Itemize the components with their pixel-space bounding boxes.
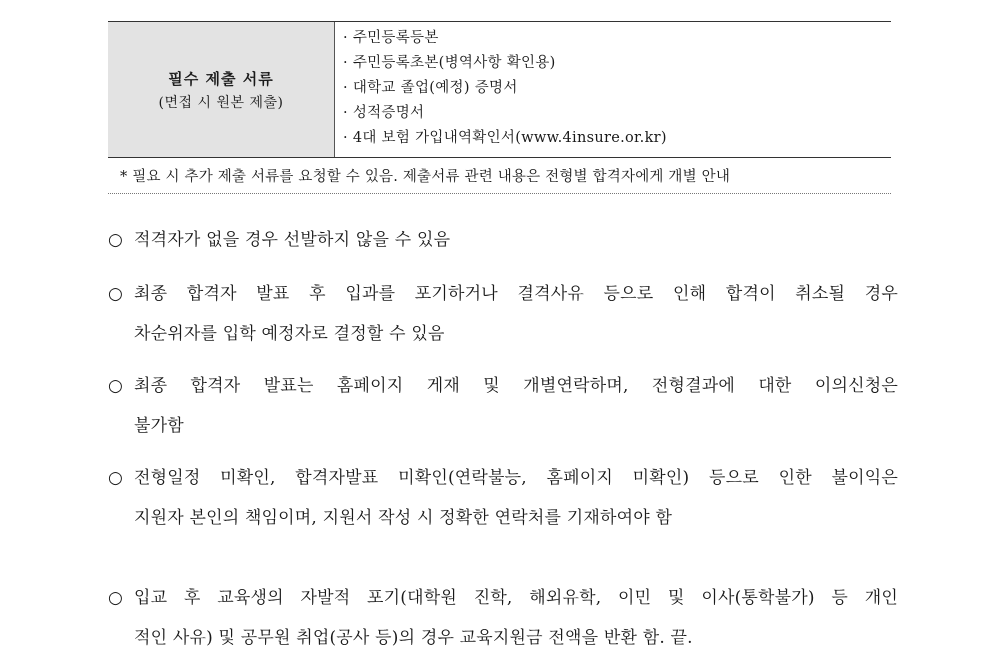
notice-text: 적격자가 없을 경우 선발하지 않을 수 있음 [134, 230, 451, 250]
document-item: · 대학교 졸업(예정) 증명서 [343, 80, 518, 96]
notice-item [108, 366, 898, 446]
document-item: · 주민등록등본 [343, 30, 439, 46]
required-documents-title: 필수 제출 서류 [168, 69, 274, 88]
notice-text-continued: 불가함 [134, 416, 184, 436]
circle-bullet-icon: ○ [108, 468, 124, 488]
circle-bullet-icon: ○ [108, 376, 124, 396]
document-item: · 주민등록초본(병역사항 확인용) [343, 55, 556, 71]
required-documents-table [108, 21, 891, 158]
notice-text-continued: 적인 사유) 및 공무원 취업(공사 등)의 경우 교육지원금 전액을 반환 함. 끝. [134, 628, 693, 648]
notice-item [108, 274, 898, 354]
notice-text: 최종 합격자 발표는 홈페이지 게재 및 개별연락하며, 전형결과에 대한 이의신청은 [134, 376, 898, 396]
required-documents-subtitle: (면접 시 원본 제출) [158, 94, 284, 111]
notice-item [108, 220, 898, 260]
notice-item [108, 578, 898, 658]
notice-text: 전형일정 미확인, 합격자발표 미확인(연락불능, 홈페이지 미확인) 등으로 인한 불이익은 [134, 468, 898, 488]
required-documents-label-cell [108, 22, 335, 157]
circle-bullet-icon: ○ [108, 230, 124, 250]
notice-text-continued: 차순위자를 입학 예정자로 결정할 수 있음 [134, 324, 445, 344]
notice-item [108, 458, 898, 538]
notice-text: 입교 후 교육생의 자발적 포기(대학원 진학, 해외유학, 이민 및 이사(통학불가) 등 개인 [134, 588, 898, 608]
document-item: · 성적증명서 [343, 105, 425, 121]
notice-text-continued: 지원자 본인의 책임이며, 지원서 작성 시 정확한 연락처를 기재하여야 함 [134, 508, 673, 528]
documents-note-row [108, 157, 891, 194]
circle-bullet-icon: ○ [108, 588, 124, 608]
document-item: · 4대 보험 가입내역확인서(www.4insure.or.kr) [343, 130, 667, 146]
notice-text: 최종 합격자 발표 후 입과를 포기하거나 결격사유 등으로 인해 합격이 취소될 경우 [134, 284, 898, 304]
circle-bullet-icon: ○ [108, 284, 124, 304]
documents-note: * 필요 시 추가 제출 서류를 요청할 수 있음. 제출서류 관련 내용은 전형별 합격자에게 개별 안내 [120, 168, 731, 185]
required-documents-list [335, 22, 891, 157]
